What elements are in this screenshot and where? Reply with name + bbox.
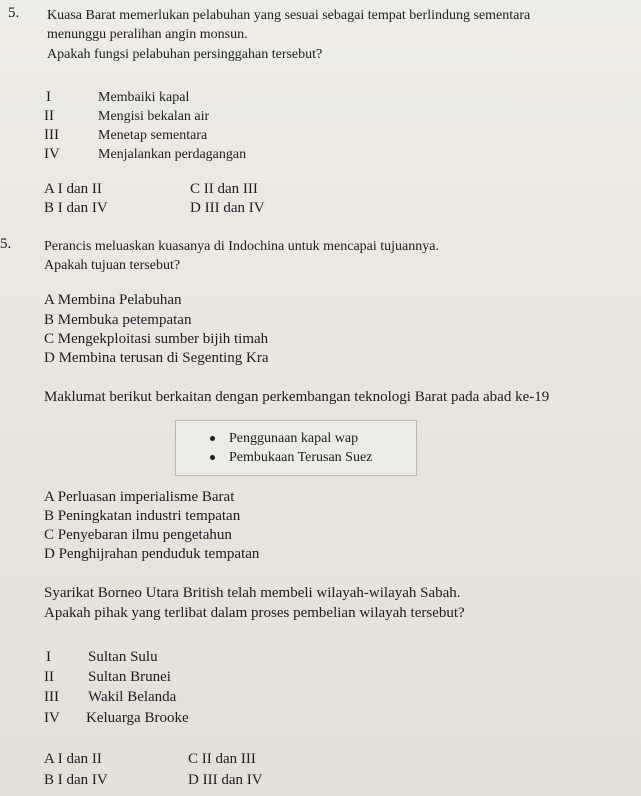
q5-item-text: Menjalankan perdagangan xyxy=(98,147,247,162)
q5-item-text: Membaiki kapal xyxy=(98,90,190,105)
q5-item-text: Mengisi bekalan air xyxy=(98,109,210,124)
q7-bullet-item: Pembukaan Terusan Suez xyxy=(210,448,372,467)
q8-item-text: Sultan Sulu xyxy=(88,649,158,665)
q8-stem: Syarikat Borneo Utara British telah membeli wilayah-wilayah Sabah. xyxy=(44,585,461,601)
q8-item-text: Keluarga Brooke xyxy=(86,710,189,726)
q5-option-d[interactable]: D III dan IV xyxy=(190,200,265,216)
q5-option-c[interactable]: C II dan III xyxy=(190,181,258,197)
q5-stem-line2: menunggu peralihan angin monsun. xyxy=(47,27,248,42)
q8-option-b[interactable]: B I dan IV xyxy=(44,772,108,788)
q6-number: 5. xyxy=(0,236,12,252)
q8-item-roman: II xyxy=(44,669,54,685)
q8-item-text: Sultan Brunei xyxy=(88,669,171,685)
q7-stem: Maklumat berikut berkaitan dengan perkembangan teknologi Barat pada abad ke-19 xyxy=(44,389,550,405)
q8-item-roman: I xyxy=(46,649,51,665)
q8-option-d[interactable]: D III dan IV xyxy=(188,772,263,788)
q8-item-roman: III xyxy=(44,689,59,705)
q6-option-b[interactable]: B Membuka petempatan xyxy=(44,312,192,328)
q7-bullet-item: Penggunaan kapal wap xyxy=(210,429,358,448)
q6-option-c[interactable]: C Mengekploitasi sumber bijih timah xyxy=(44,331,269,347)
q7-option-b[interactable]: B Peningkatan industri tempatan xyxy=(44,508,241,524)
q5-number: 5. xyxy=(8,5,20,21)
q7-option-d[interactable]: D Penghijrahan penduduk tempatan xyxy=(44,546,260,562)
q8-option-c[interactable]: C II dan III xyxy=(188,751,256,767)
bullet-icon xyxy=(210,436,215,441)
q8-option-a[interactable]: A I dan II xyxy=(44,751,102,767)
q5-item-roman: IV xyxy=(44,146,60,162)
q5-item-text: Menetap sementara xyxy=(98,128,208,143)
q6-option-d[interactable]: D Membina terusan di Segenting Kra xyxy=(44,350,269,366)
q5-item-roman: III xyxy=(44,127,59,143)
q8-item-roman: IV xyxy=(44,710,60,726)
q8-item-text: Wakil Belanda xyxy=(88,689,177,705)
q5-question: Apakah fungsi pelabuhan persinggahan tersebut? xyxy=(47,47,323,62)
q6-question: Apakah tujuan tersebut? xyxy=(44,258,181,273)
q8-question: Apakah pihak yang terlibat dalam proses pembelian wilayah tersebut? xyxy=(44,605,465,621)
q5-stem-line1: Kuasa Barat memerlukan pelabuhan yang sesuai sebagai tempat berlindung sementara xyxy=(47,8,531,23)
q6-option-a[interactable]: A Membina Pelabuhan xyxy=(44,292,182,308)
q5-option-a[interactable]: A I dan II xyxy=(44,181,102,197)
q7-info-box xyxy=(175,420,417,476)
q7-option-c[interactable]: C Penyebaran ilmu pengetahun xyxy=(44,527,232,543)
q7-option-a[interactable]: A Perluasan imperialisme Barat xyxy=(44,489,235,505)
q5-option-b[interactable]: B I dan IV xyxy=(44,200,108,216)
q5-item-roman: II xyxy=(44,108,54,124)
q5-item-roman: I xyxy=(46,89,51,105)
q6-stem-line1: Perancis meluaskan kuasanya di Indochina untuk mencapai tujuannya. xyxy=(44,239,439,254)
bullet-icon xyxy=(210,455,215,460)
